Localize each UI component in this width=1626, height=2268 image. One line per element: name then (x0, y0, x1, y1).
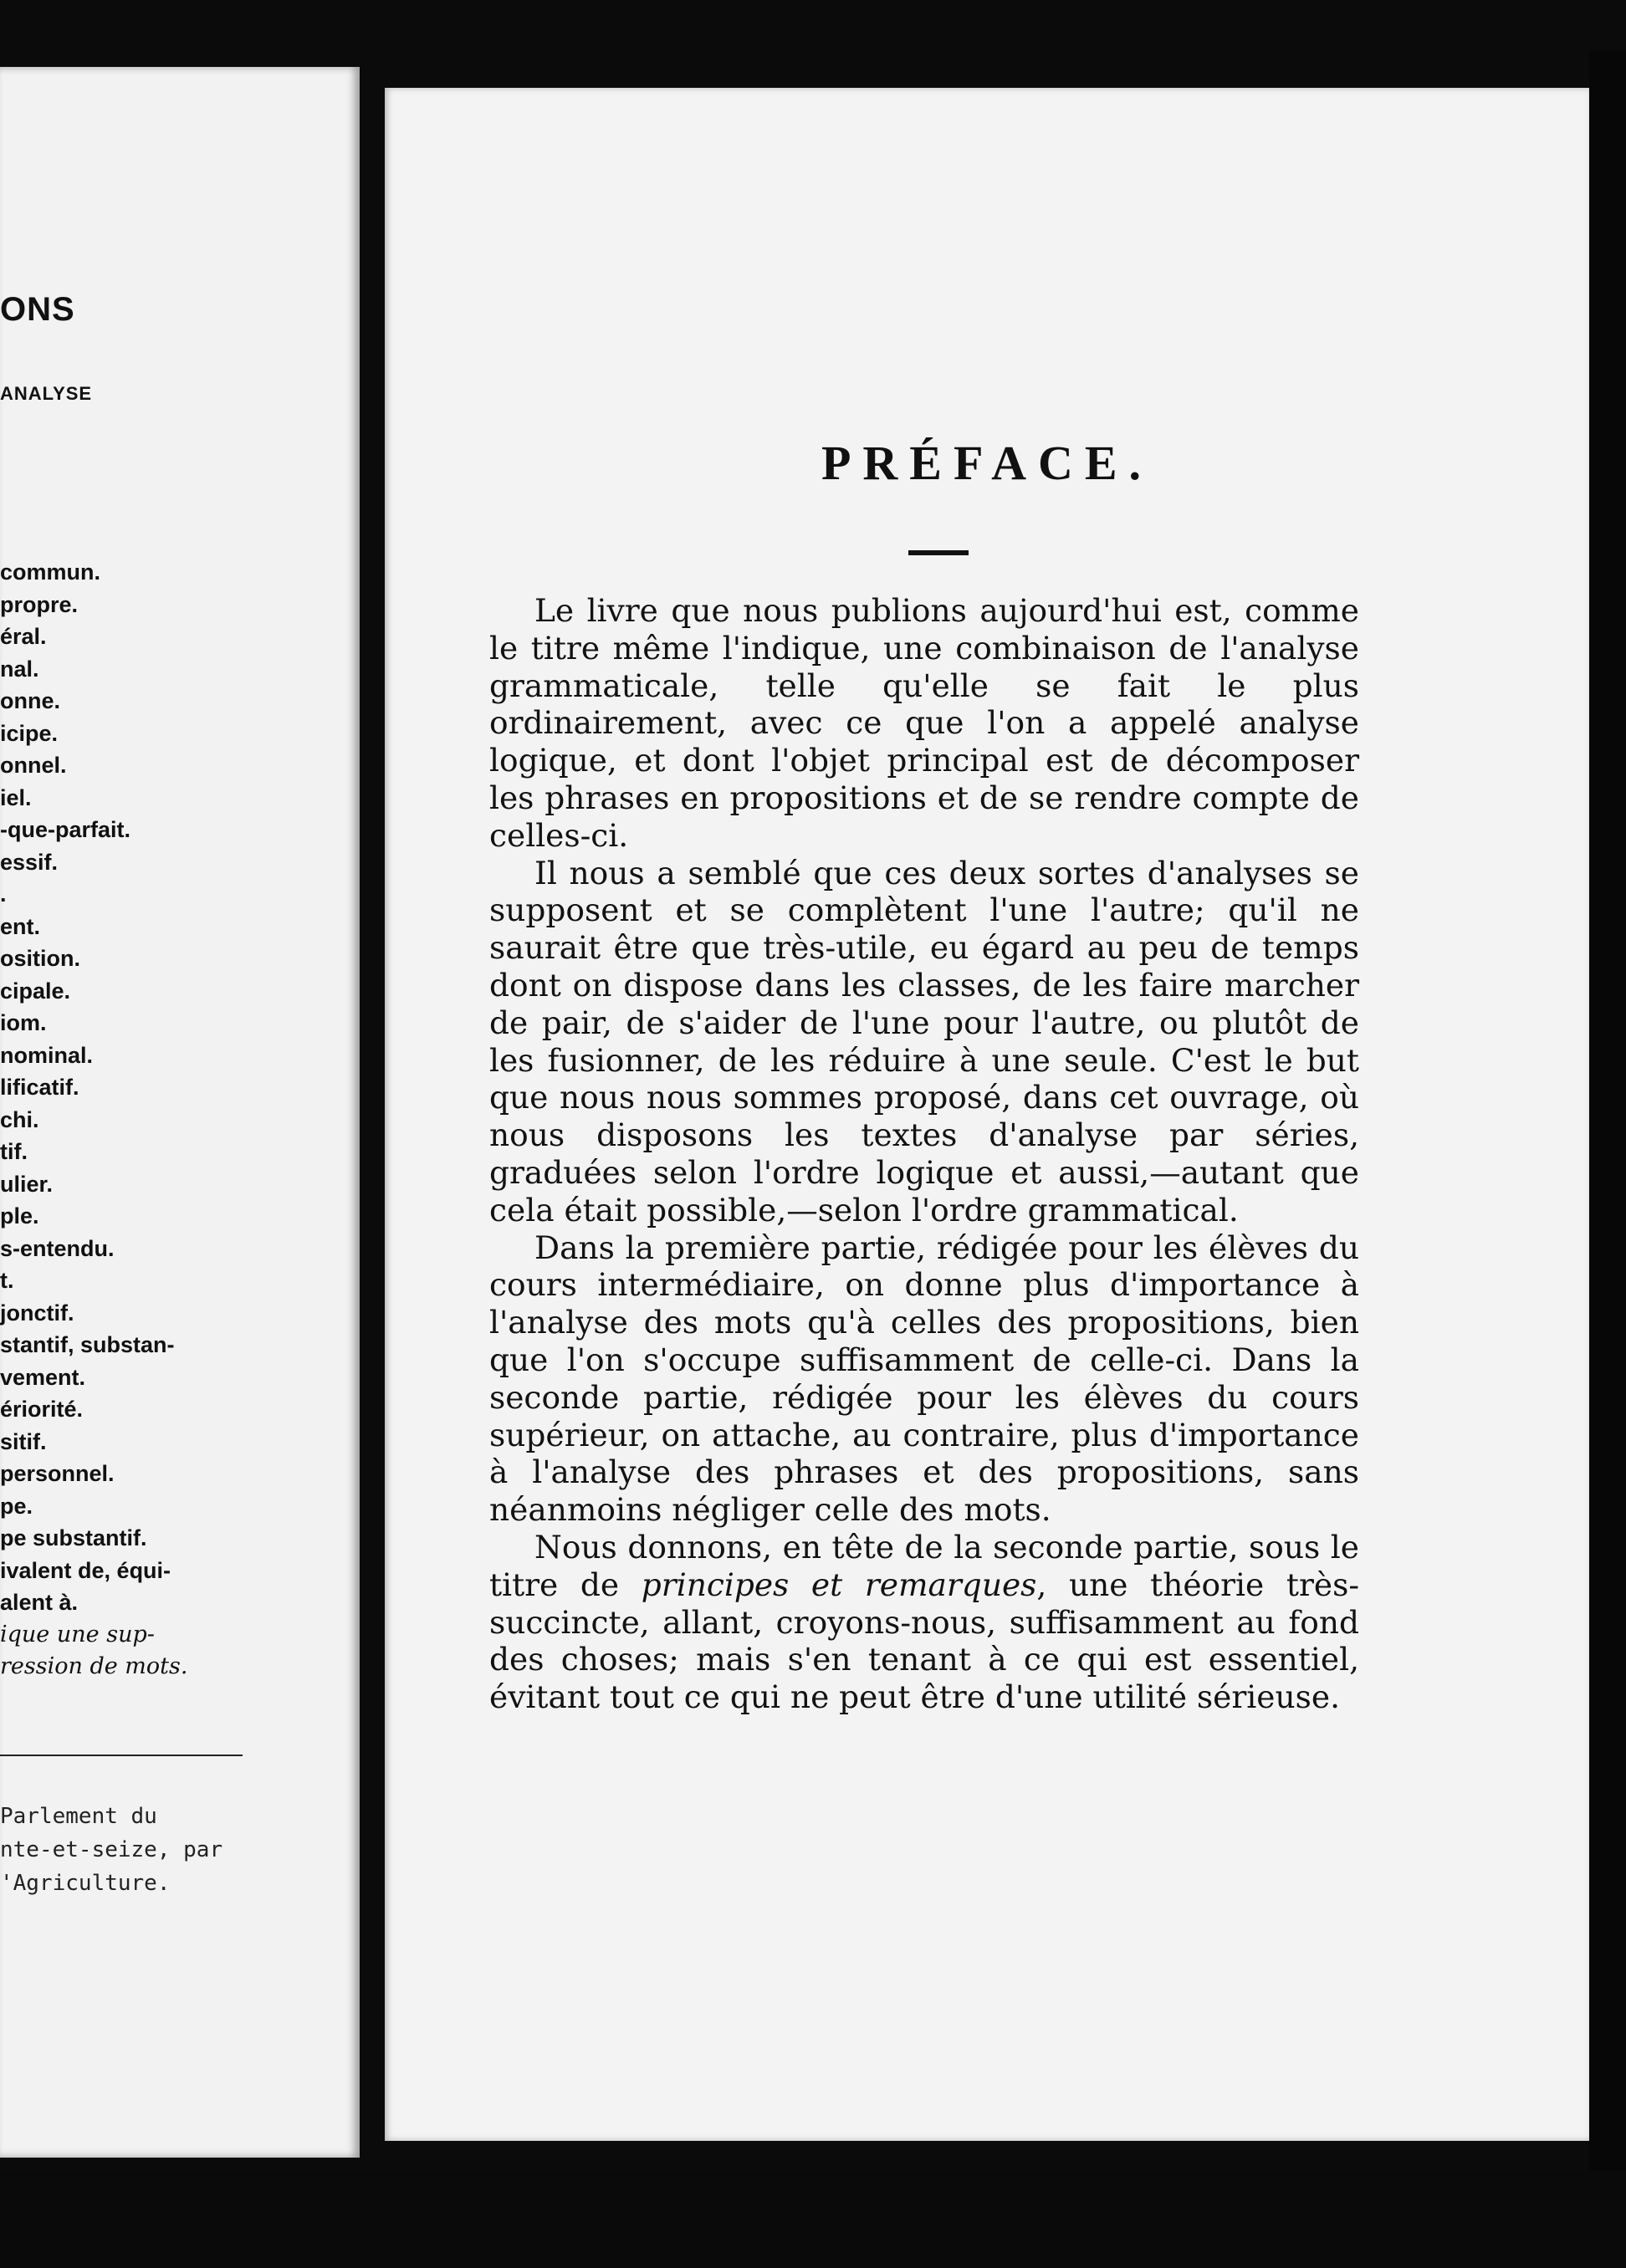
list-item: pe. (0, 1493, 33, 1519)
list-item: commun. (0, 559, 101, 585)
title-rule (908, 550, 969, 555)
list-item: ple. (0, 1203, 39, 1228)
list-item: sitif. (0, 1428, 47, 1454)
paragraph (489, 1529, 1359, 1716)
footnote-line: Parlement du (0, 1804, 157, 1829)
emphasis-text: principes et remarques (641, 1566, 1037, 1603)
list-item: ique une sup- (0, 1621, 155, 1647)
list-item: ent. (0, 913, 41, 939)
list-item: lificatif. (0, 1075, 79, 1100)
list-item: ulier. (0, 1171, 54, 1197)
list-item: jonctif. (0, 1300, 74, 1326)
list-item: -que-parfait. (0, 817, 131, 842)
list-item: nominal. (0, 1042, 94, 1068)
list-item: s-entendu. (0, 1235, 115, 1261)
left-page-footnote (0, 1800, 360, 1900)
list-item: alent à. (0, 1590, 79, 1615)
list-item: ivalent de, équi- (0, 1557, 171, 1583)
film-border-right (1589, 50, 1626, 2191)
list-item: propre. (0, 591, 79, 617)
list-item: éral. (0, 624, 47, 649)
list-item: tif. (0, 1139, 28, 1164)
list-item: personnel. (0, 1461, 115, 1486)
list-item: osition. (0, 946, 80, 971)
list-item: icipe. (0, 720, 59, 746)
footnote-line: 'Agriculture. (0, 1871, 171, 1896)
list-item: t. (0, 1268, 14, 1293)
paragraph-text: , une théorie très-succincte, allant, croyons-nous, suffisamment au fond des choses; mais s'en tenant à ce qui est essentiel, évitant tout ce qui ne peut être d'une utilité sérieuse. (489, 1566, 1359, 1716)
list-item: stantif, substan- (0, 1332, 175, 1357)
list-item: iom. (0, 1010, 47, 1035)
list-item: onne. (0, 688, 60, 713)
paragraph: Il nous a semblé que ces deux sortes d'analyses se supposent et se complètent l'une l'autre; qu'il ne saurait être que très-utile, eu égard au peu de temps dont on dispose dans les classes, de les faire marcher de pair, de s'aider de l'une pour l'autre, ou plutôt de les fusionner, de les réduire à une seule. C'est le but que nous nous sommes proposé, dans cet ouvrage, où nous disposons les textes d'analyse par séries, graduées selon l'ordre logique et aussi,—autant que cela était possible,—selon l'ordre grammatical. (489, 854, 1359, 1228)
list-item: nal. (0, 656, 39, 682)
left-page-heading: ONS (0, 291, 75, 328)
list-item: ériorité. (0, 1397, 84, 1422)
film-border-bottom (0, 2170, 1626, 2268)
page-gutter (360, 59, 385, 2166)
preface-body (489, 592, 1359, 1716)
footnote-rule (0, 1755, 243, 1756)
list-item: iel. (0, 784, 32, 810)
paragraph: Dans la première partie, rédigée pour les élèves du cours intermédiaire, on donne plus d'importance à l'analyse des mots qu'à celles des propositions, bien que l'on s'occupe suffisamment de celle-ci. Dans la seconde partie, rédigée pour les élèves du cours supérieur, on attache, au contraire, plus d'importance à l'analyse des phrases et des propositions, sans néanmoins négliger celle des mots. (489, 1228, 1359, 1529)
list-item: cipale. (0, 978, 71, 1004)
left-page-subheading: ANALYSE (0, 383, 93, 404)
page-title: PRÉFACE. (821, 436, 1153, 490)
list-item: pe substantif. (0, 1525, 147, 1550)
paragraph: Le livre que nous publions aujourd'hui est, comme le titre même l'indique, une combinaison de l'analyse grammaticale, telle qu'elle se fait le plus ordinairement, avec ce que l'on a appelé analyse logique, et dont l'objet principal est de décomposer les phrases en propositions et de se rendre compte de celles-ci. (489, 592, 1359, 854)
list-item: . (0, 881, 7, 907)
list-item: essif. (0, 849, 59, 875)
list-item: ression de mots. (0, 1653, 188, 1679)
footnote-line: nte-et-seize, par (0, 1837, 223, 1862)
list-item: onnel. (0, 753, 67, 778)
list-item: chi. (0, 1106, 39, 1132)
list-item: vement. (0, 1364, 86, 1390)
paragraph-text: Nous donnons, en tête de la seconde partie, sous le titre de (489, 1528, 1359, 1603)
left-page-list (0, 556, 360, 1683)
